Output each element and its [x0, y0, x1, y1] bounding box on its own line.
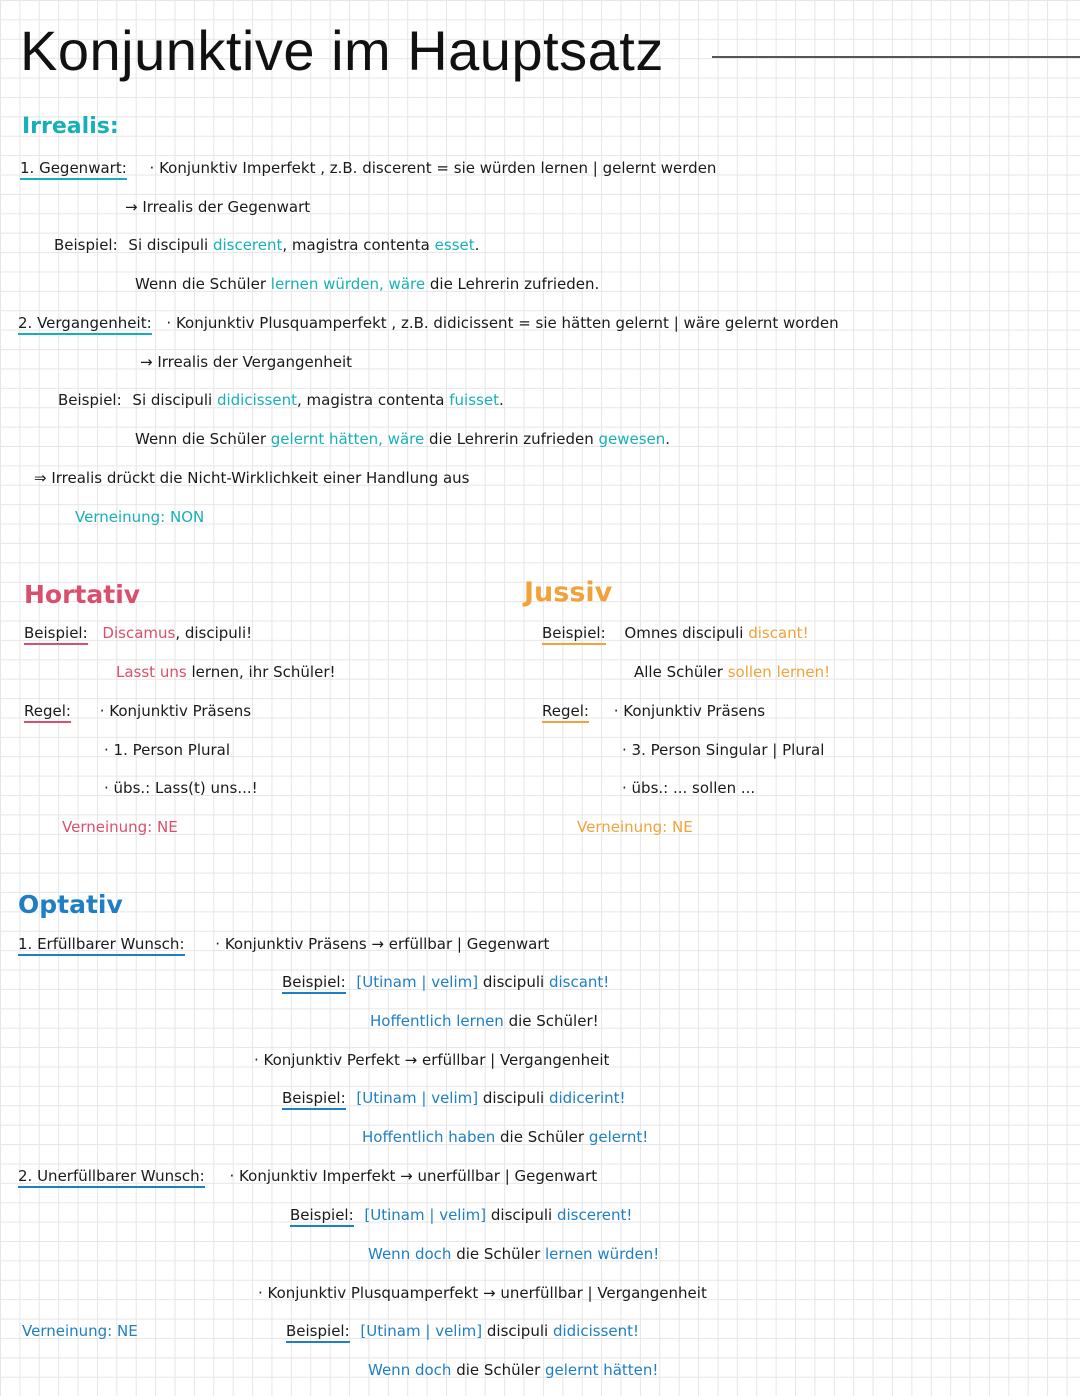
optativ-u2-rule: · Konjunktiv Plusquamperfekt → unerfüllbar | Vergangenheit — [258, 1284, 707, 1302]
hortativ-latin-example — [24, 623, 252, 643]
latin-particle: [Utinam | velim] — [364, 1206, 487, 1224]
example-label: Beispiel: — [542, 624, 606, 645]
rule-label: Regel: — [542, 702, 589, 723]
german-text: die Schüler — [500, 1128, 585, 1146]
rule-text: · Konjunktiv Präsens — [613, 702, 766, 720]
optativ-e1-german — [370, 1011, 599, 1031]
german-text: Wenn die Schüler — [135, 275, 266, 293]
gegenwart-german-example — [135, 274, 599, 294]
gegenwart-rule: · Konjunktiv Imperfekt , z.B. discerent = sie würden lernen | gelernt werden — [149, 159, 717, 177]
german-verb: Wenn doch — [368, 1245, 452, 1263]
latin-verb: discant! — [548, 973, 610, 991]
german-verb: sollen lernen! — [727, 663, 831, 681]
latin-text: , magistra contenta — [297, 391, 445, 409]
erfuellbar-label: 1. Erfüllbarer Wunsch: — [18, 935, 185, 956]
vergangenheit-latin-example — [58, 390, 504, 410]
example-label: Beispiel: — [290, 1206, 354, 1227]
optativ-u2-german — [368, 1360, 658, 1380]
example-label: Beispiel: — [54, 236, 118, 254]
irrealis-heading: Irrealis: — [22, 114, 119, 139]
latin-verb: didicissent — [216, 391, 297, 409]
optativ-u1-german — [368, 1244, 659, 1264]
latin-text: discipuli — [482, 973, 545, 991]
german-text: die Schüler — [456, 1361, 541, 1379]
unerfuellbar-label: 2. Unerfüllbarer Wunsch: — [18, 1167, 205, 1188]
vergangenheit-arrow: → Irrealis der Vergangenheit — [140, 353, 353, 371]
latin-verb: discerent! — [556, 1206, 633, 1224]
title-rule — [712, 56, 1080, 58]
german-verb: lernen würden, wäre — [270, 275, 426, 293]
jussiv-latin-example — [542, 623, 809, 643]
latin-verb: fuisset — [449, 391, 499, 409]
jussiv-rule-3: · übs.: ... sollen ... — [622, 779, 756, 797]
example-label: Beispiel: — [282, 973, 346, 994]
hortativ-german-example — [116, 662, 336, 682]
german-text: die Lehrerin zufrieden — [429, 430, 594, 448]
optativ-u2-latin — [286, 1321, 639, 1341]
irrealis-vergangenheit-row — [18, 313, 839, 333]
latin-verb: didicerint! — [548, 1089, 626, 1107]
hortativ-rule-3: · übs.: Lass(t) uns...! — [104, 779, 258, 797]
optativ-heading: Optativ — [18, 890, 123, 919]
jussiv-rule-2: · 3. Person Singular | Plural — [622, 741, 825, 759]
optativ-e2-rule: · Konjunktiv Perfekt → erfüllbar | Vergangenheit — [254, 1051, 610, 1069]
hortativ-negation: Verneinung: NE — [62, 818, 178, 836]
latin-verb: discerent — [212, 236, 283, 254]
german-verb: gelernt! — [588, 1128, 649, 1146]
german-verb: Hoffentlich lernen — [370, 1012, 504, 1030]
optativ-e2-latin — [282, 1088, 626, 1108]
german-verb: lernen würden! — [545, 1245, 660, 1263]
rule-text: · Konjunktiv Imperfekt → unerfüllbar | Gegenwart — [229, 1167, 598, 1185]
german-text: Alle Schüler — [634, 663, 723, 681]
vergangenheit-label: 2. Vergangenheit: — [18, 314, 152, 335]
jussiv-negation: Verneinung: NE — [577, 818, 693, 836]
gegenwart-label: 1. Gegenwart: — [20, 159, 127, 180]
latin-text: discipuli — [490, 1206, 553, 1224]
latin-text: Omnes discipuli — [624, 624, 744, 642]
german-text: die Schüler! — [508, 1012, 599, 1030]
latin-verb: didicissent! — [552, 1322, 640, 1340]
hortativ-rule-2: · 1. Person Plural — [104, 741, 231, 759]
optativ-e1-latin — [282, 972, 609, 992]
german-verb: Lasst uns — [116, 663, 187, 681]
rule-text: · Konjunktiv Präsens — [99, 702, 252, 720]
hortativ-heading: Hortativ — [24, 580, 141, 609]
latin-text: Si discipuli — [132, 391, 213, 409]
latin-particle: [Utinam | velim] — [360, 1322, 483, 1340]
german-text: die Lehrerin zufrieden. — [429, 275, 600, 293]
rule-text: · Konjunktiv Präsens → erfüllbar | Gegenwart — [215, 935, 550, 953]
german-verb: gelernt hätten, wäre — [270, 430, 425, 448]
irrealis-summary: ⇒ Irrealis drückt die Nicht-Wirklichkeit einer Handlung aus — [34, 469, 470, 487]
optativ-unerfuellbar-row — [18, 1166, 597, 1186]
page-title: Konjunktive im Hauptsatz — [20, 19, 664, 82]
gegenwart-latin-example — [54, 235, 479, 255]
gegenwart-arrow: → Irrealis der Gegenwart — [125, 198, 311, 216]
german-text: lernen, ihr Schüler! — [191, 663, 336, 681]
irrealis-negation: Verneinung: NON — [75, 508, 205, 526]
german-verb: Wenn doch — [368, 1361, 452, 1379]
jussiv-german-example — [634, 662, 830, 682]
latin-text: discipuli — [486, 1322, 549, 1340]
latin-text: , discipuli! — [175, 624, 253, 642]
german-verb: gelernt hätten! — [545, 1361, 659, 1379]
latin-text: . — [498, 391, 504, 409]
latin-text: , magistra contenta — [282, 236, 430, 254]
vergangenheit-rule: · Konjunktiv Plusquamperfekt , z.B. didicissent = sie hätten gelernt | wäre gelernt worden — [166, 314, 839, 332]
optativ-u1-latin — [290, 1205, 632, 1225]
optativ-e2-german — [362, 1127, 648, 1147]
example-label: Beispiel: — [286, 1322, 350, 1343]
german-text: die Schüler — [456, 1245, 541, 1263]
german-text: Wenn die Schüler — [135, 430, 266, 448]
vergangenheit-german-example — [135, 429, 670, 449]
latin-text: . — [474, 236, 480, 254]
german-verb: Hoffentlich haben — [362, 1128, 496, 1146]
german-verb: gewesen — [598, 430, 666, 448]
latin-particle: [Utinam | velim] — [356, 973, 479, 991]
rule-label: Regel: — [24, 702, 71, 723]
example-label: Beispiel: — [58, 391, 122, 409]
german-text: . — [665, 430, 671, 448]
jussiv-rule-1 — [542, 701, 765, 721]
latin-text: discipuli — [482, 1089, 545, 1107]
irrealis-gegenwart-row — [20, 158, 716, 178]
example-label: Beispiel: — [282, 1089, 346, 1110]
latin-verb: esset — [434, 236, 475, 254]
optativ-erfuellbar-row — [18, 934, 549, 954]
example-label: Beispiel: — [24, 624, 88, 645]
latin-text: Si discipuli — [128, 236, 209, 254]
latin-verb: Discamus — [102, 624, 176, 642]
latin-particle: [Utinam | velim] — [356, 1089, 479, 1107]
latin-verb: discant! — [748, 624, 809, 642]
hortativ-rule-1 — [24, 701, 251, 721]
jussiv-heading: Jussiv — [524, 577, 613, 608]
optativ-negation: Verneinung: NE — [22, 1322, 138, 1340]
